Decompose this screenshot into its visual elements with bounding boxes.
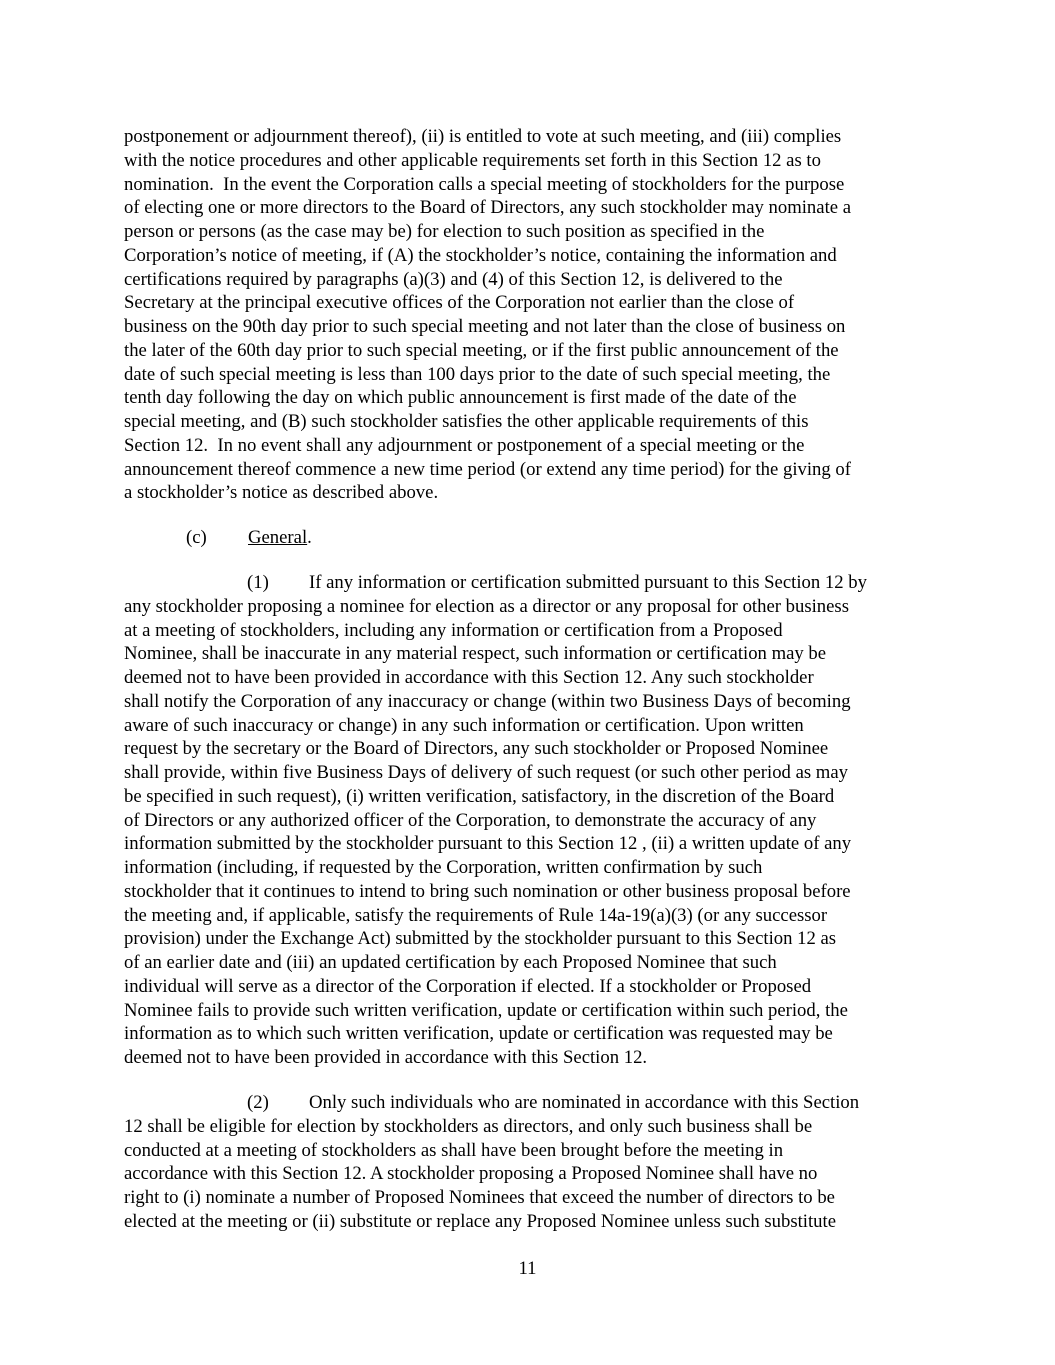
text-line: Nominee, shall be inaccurate in any material respect, such information or certification may be xyxy=(124,643,827,665)
text-line: date of such special meeting is less than 100 days prior to the date of such special meeting, the xyxy=(124,363,831,385)
text-line: at a meeting of stockholders, including any information or certification from a Proposed xyxy=(124,619,783,641)
text-line: information (including, if requested by the Corporation, written confirmation by such xyxy=(124,857,763,878)
text-line: nomination. In the event the Corporation calls a special meeting of stockholders for the purpose xyxy=(124,173,845,195)
text-line-first xyxy=(124,571,944,595)
paragraph-1-information-accuracy xyxy=(124,571,944,1070)
section-heading-general xyxy=(186,526,312,550)
page-number: 11 xyxy=(518,1258,537,1279)
text-line: aware of such inaccuracy or change) in any such information or certification. Upon written xyxy=(124,714,804,736)
text-line: stockholder that it continues to intend to bring such nomination or other business proposal before xyxy=(124,880,851,902)
section-title: General xyxy=(248,527,308,548)
text-line: any stockholder proposing a nominee for election as a director or any proposal for other business xyxy=(124,595,849,617)
text-line: deemed not to have been provided in accordance with this Section 12. Any such stockholder xyxy=(124,667,814,688)
text-line: conducted at a meeting of stockholders as shall have been brought before the meeting in xyxy=(124,1139,784,1161)
text-line: special meeting, and (B) such stockholder satisfies the other applicable requirements of this xyxy=(124,411,809,432)
text-line: right to (i) nominate a number of Proposed Nominees that exceed the number of directors to be xyxy=(124,1187,835,1208)
text-line: tenth day following the day on which public announcement is first made of the date of the xyxy=(124,387,797,409)
text-line: deemed not to have been provided in accordance with this Section 12. xyxy=(124,1047,648,1068)
text-line: of an earlier date and (iii) an updated certification by each Proposed Nominee that such xyxy=(124,952,777,973)
text-line: If any information or certification submitted pursuant to this Section 12 by xyxy=(309,572,867,593)
text-line: 12 shall be eligible for election by stockholders as directors, and only such business shall be xyxy=(124,1115,813,1137)
text-line: shall notify the Corporation of any inaccuracy or change (within two Business Days of becoming xyxy=(124,690,851,712)
paragraph-number: (2) xyxy=(247,1092,269,1113)
text-line: individual will serve as a director of the Corporation if elected. If a stockholder or Proposed xyxy=(124,975,812,997)
text-line: a stockholder’s notice as described above. xyxy=(124,482,439,504)
text-line: request by the secretary or the Board of Directors, any such stockholder or Proposed Nominee xyxy=(124,738,829,760)
text-line: business on the 90th day prior to such special meeting and not later than the close of business on xyxy=(124,316,846,337)
text-line: certifications required by paragraphs (a)(3) and (4) of this Section 12, is delivered to the xyxy=(124,268,783,290)
text-line: accordance with this Section 12. A stockholder proposing a Proposed Nominee shall have no xyxy=(124,1163,818,1185)
paragraph-2-eligible-nominees xyxy=(124,1091,944,1234)
text-line: information submitted by the stockholder pursuant to this Section 12 , (ii) a written update of any xyxy=(124,833,852,855)
section-label: (c) xyxy=(186,527,207,548)
text-line: Secretary at the principal executive offices of the Corporation not earlier than the close of xyxy=(124,292,795,314)
text-line: the later of the 60th day prior to such special meeting, or if the first public announcement of the xyxy=(124,339,839,361)
text-line: Section 12. In no event shall any adjournment or postponement of a special meeting or the xyxy=(124,434,805,456)
text-line: with the notice procedures and other applicable requirements set forth in this Section 12 as to xyxy=(124,149,821,171)
text-line: of Directors or any authorized officer of the Corporation, to demonstrate the accuracy of any xyxy=(124,809,817,831)
text-line: information as to which such written verification, update or certification was requested may be xyxy=(124,1023,833,1045)
paragraph-nomination-special-meeting xyxy=(124,125,944,505)
text-line: Nominee fails to provide such written verification, update or certification within such period, the xyxy=(124,999,848,1021)
paragraph-number: (1) xyxy=(247,572,269,593)
text-line: Only such individuals who are nominated in accordance with this Section xyxy=(309,1092,860,1113)
text-line: postponement or adjournment thereof), (ii) is entitled to vote at such meeting, and (iii) complies xyxy=(124,126,842,147)
text-line: provision) under the Exchange Act) submitted by the stockholder pursuant to this Section 12 as xyxy=(124,928,837,950)
text-line: elected at the meeting or (ii) substitute or replace any Proposed Nominee unless such substitute xyxy=(124,1210,837,1232)
text-line-first xyxy=(124,1091,944,1115)
text-line: be specified in such request), (i) written verification, satisfactory, in the discretion of the Board xyxy=(124,785,835,807)
text-line: person or persons (as the case may be) for election to such position as specified in the xyxy=(124,221,765,242)
text-line: shall provide, within five Business Days of delivery of such request (or such other period as may xyxy=(124,762,848,783)
text-line: of electing one or more directors to the Board of Directors, any such stockholder may nominate a xyxy=(124,197,852,219)
text-line: announcement thereof commence a new time period (or extend any time period) for the giving of xyxy=(124,458,851,480)
text-line: Corporation’s notice of meeting, if (A) the stockholder’s notice, containing the information and xyxy=(124,244,837,266)
text-line: the meeting and, if applicable, satisfy the requirements of Rule 14a-19(a)(3) (or any successor xyxy=(124,904,828,926)
section-title-period: . xyxy=(307,527,312,548)
